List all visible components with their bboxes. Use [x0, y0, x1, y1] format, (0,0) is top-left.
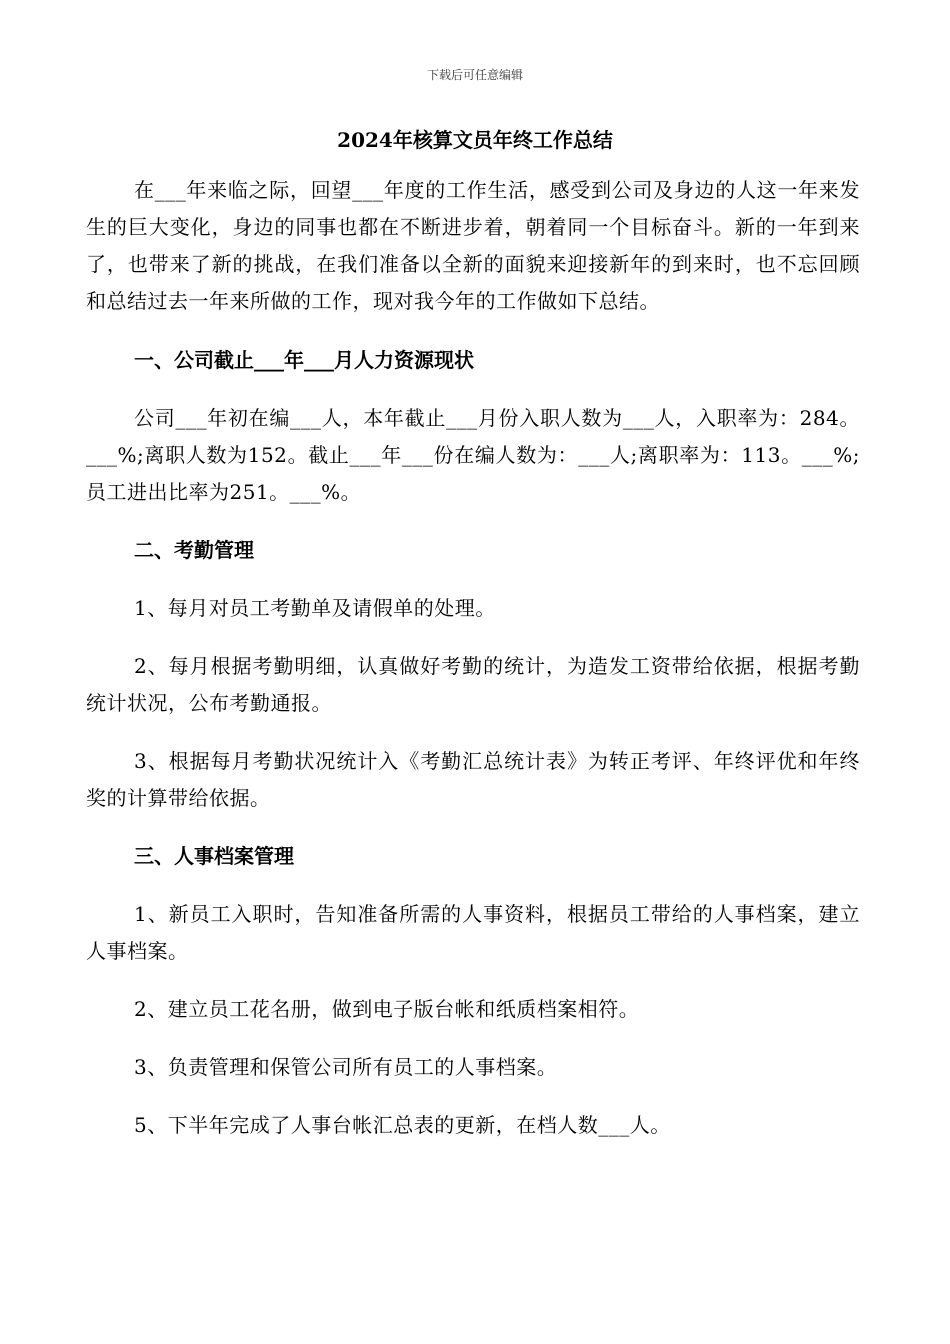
section2-item: 3、根据每月考勤状况统计入《考勤汇总统计表》为转正考评、年终评优和年终奖的计算带给依据。: [86, 749, 860, 810]
section2-item: 2、每月根据考勤明细，认真做好考勤的统计，为造发工资带给依据，根据考勤统计状况，公布考勤通报。: [86, 654, 860, 715]
section3-item: 2、建立员工花名册，做到电子版台帐和纸质档案相符。: [134, 997, 640, 1021]
intro-paragraph: 在___年来临之际，回望___年度的工作生活，感受到公司及身边的人这一年来发生的巨大变化，身边的同事也都在不断进步着，朝着同一个目标奋斗。新的一年到来了，也带来了新的挑战，在我们准备以全新的面貌来迎接新年的到来时，也不忘回顾和总结过去一年来所做的工作，现对我今年的工作做如下总结。: [86, 178, 860, 313]
document-title: 2024年核算文员年终工作总结: [337, 128, 613, 152]
section1-heading: 一、公司截止___年___月人力资源现状: [134, 348, 474, 372]
section1-paragraph: 公司___年初在编___人，本年截止___月份入职人数为___人，入职率为：284。___%;离职人数为152。截止___年___份在编人数为：___人;离职率为：113。___%;员工进出比率为251。___%。: [86, 406, 860, 504]
section3-item: 3、负责管理和保管公司所有员工的人事档案。: [134, 1055, 558, 1079]
section2-heading: 二、考勤管理: [134, 538, 254, 562]
header-note: 下载后可任意编辑: [426, 68, 523, 82]
section3-heading: 三、人事档案管理: [134, 844, 294, 868]
section2-item: 1、每月对员工考勤单及请假单的处理。: [134, 596, 496, 620]
section3-item: 5、下半年完成了人事台帐汇总表的更新，在档人数___人。: [134, 1113, 671, 1137]
document-body: [86, 172, 860, 1165]
section3-item: 1、新员工入职时，告知准备所需的人事资料，根据员工带给的人事档案，建立人事档案。: [86, 902, 860, 963]
